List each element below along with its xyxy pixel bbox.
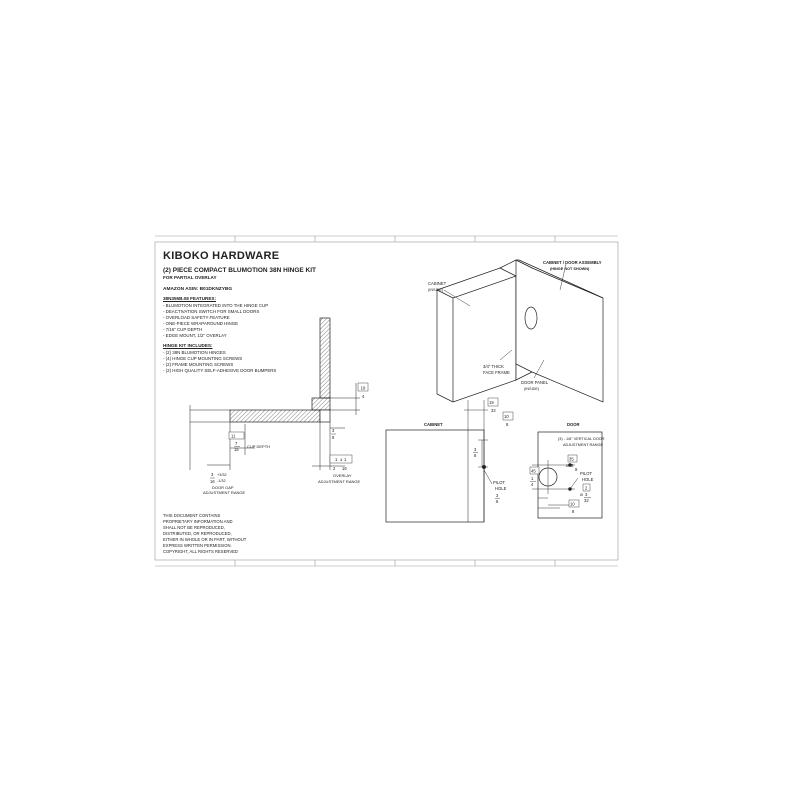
door-edge-section: [320, 410, 330, 422]
assembly-subtitle: (HINGE NOT SHOWN): [550, 267, 590, 271]
dim-overlay: 1: [335, 457, 338, 462]
cabinet-dim-10-den: 8: [506, 422, 509, 427]
assembly-title: CABINET / DOOR ASSEMBLY: [543, 260, 602, 265]
cabinet-dim-10: 10: [504, 414, 509, 419]
door-pilot-diameter: Ø: [580, 493, 583, 497]
face-frame-section: [320, 318, 330, 398]
door-dim-10: 10: [570, 501, 575, 507]
disclaimer-line: THIS DOCUMENT CONTAINS: [163, 513, 221, 518]
door-dim-35-diameter: Ø: [566, 464, 569, 468]
cabinet-dim-19: 19: [489, 400, 494, 405]
hinge-section-view: [190, 318, 368, 495]
cabinet-door-assembly-view: [437, 260, 603, 402]
cabinet-side-section: [312, 398, 330, 410]
cabinet-pilot-dim: 3: [496, 493, 499, 498]
door-pilot-sub: HOLE: [582, 477, 594, 482]
feature-item: - EDGE MOUNT, 1/2" OVERLAY: [163, 333, 227, 338]
kit-subtitle: FOR PARTIAL OVERLAY: [163, 275, 217, 280]
dim-19-fraction-den: 4: [362, 394, 365, 399]
cabinet-panel: [437, 268, 516, 402]
disclaimer-line: EXPRESS WRITTEN PERMISSION.: [163, 543, 232, 548]
feature-item: - DEACTIVATION SWITCH FOR SMALL DOORS: [163, 309, 260, 314]
brand-title: KIBOKO HARDWARE: [163, 250, 280, 262]
cabinet-dim-3-den: 8: [474, 453, 477, 458]
disclaimer-line: DISTRIBUTED, OR REPRODUCED,: [163, 531, 232, 536]
door-gap-range-label: ADJUSTMENT RANGE: [203, 490, 246, 495]
cabinet-pilot-dim-den: 8: [496, 499, 499, 504]
door-pilot-dim: 3: [585, 492, 588, 497]
feature-item: - ONE-PIECE WRAPAROUND HINGE: [163, 321, 239, 326]
door-pilot-dim-den: 32: [584, 498, 589, 503]
door-panel-label: DOOR PANEL: [521, 380, 549, 385]
door-dim-10-den: 8: [572, 509, 575, 514]
door-pilot-label: PILOT: [580, 471, 593, 476]
kit-title: (2) PIECE COMPACT BLUMOTION 38N HINGE KIT: [163, 267, 316, 274]
feature-item: - OVERLOAD SAFETY FEATURE: [163, 315, 230, 320]
overlay-range-label: ADJUSTMENT RANGE: [318, 479, 361, 484]
overlay-label: OVERLAY: [333, 473, 352, 478]
door-panel-sub-label: (INSIDE): [524, 387, 540, 391]
cabinet-pilot-sub: HOLE: [495, 486, 507, 491]
dim-door-gap-minus: -1/32: [217, 479, 226, 483]
door-view-title: DOOR: [567, 422, 580, 427]
dim-overlay-tol-den: 16: [342, 466, 347, 471]
door-dim-35: 35: [569, 456, 574, 462]
dim-overlay-tol: 1: [344, 457, 347, 462]
kit-includes-heading: HINGE KIT INCLUDES:: [163, 343, 213, 348]
hinge-cup-hole: [525, 307, 537, 329]
door-gap-label: DOOR GAP: [212, 485, 234, 490]
dim-3: 3: [332, 428, 335, 433]
dim-cup-depth-den: 16: [234, 447, 239, 452]
features-heading: 38N355B.08 FEATURES:: [163, 296, 217, 301]
dim-11: 11: [231, 433, 236, 439]
dim-3-den: 8: [332, 435, 335, 440]
dim-door-gap-den: 16: [210, 479, 215, 484]
cabinet-dim-3: 3: [474, 447, 477, 452]
face-frame-label: 3/4" THICK: [483, 364, 504, 369]
kit-item: - (2) HIGH QUALITY SELF-ADHESIVE DOOR BUMPERS: [163, 368, 277, 373]
disclaimer-line: COPYRIGHT, ALL RIGHTS RESERVED: [163, 549, 238, 554]
dim-door-gap: 3: [211, 472, 214, 477]
door-dim-3-den: 8: [575, 467, 578, 472]
door-dim-45: 45: [531, 468, 536, 474]
feature-item: - 7/16" CUP DEPTH: [163, 327, 203, 332]
dim-overlay-den: 2: [333, 466, 336, 471]
cabinet-dim-19-den: 32: [491, 408, 496, 413]
door-vertical-note: (3) - 1/8" VERTICAL DOOR: [558, 437, 605, 441]
feature-item: - BLUMOTION INTEGRATED INTO THE HINGE CUP: [163, 303, 269, 308]
dim-overlay-pm: ±: [340, 457, 343, 462]
disclaimer-line: PROPRIETARY INFORMATION AND: [163, 519, 233, 524]
cup-depth-label: CUP DEPTH: [247, 444, 271, 449]
cabinet-view-title: CABINET: [424, 422, 443, 427]
kit-item: - (4) HINGE CUP MOUNTING SCREWS: [163, 356, 243, 361]
disclaimer-line: EITHER IN WHOLE OR IN PART, WITHOUT: [163, 537, 247, 542]
door-dim-1: 1: [531, 476, 534, 481]
cabinet-front-rect: [386, 430, 484, 522]
dim-19: 19: [360, 385, 366, 391]
door-dim-2: 2: [585, 485, 588, 491]
door-dim-1-den: 4: [531, 482, 534, 487]
cabinet-sub-label: (INSIDE): [428, 288, 444, 292]
disclaimer-line: SHALL NOT BE REPRODUCED,: [163, 525, 225, 530]
cabinet-pilot-label: PILOT: [493, 480, 506, 485]
amazon-asin: AMAZON ASIN: B01DKNZYBG: [163, 287, 233, 292]
dim-cup-depth: 7: [235, 441, 238, 446]
door-dim-3: 3: [571, 463, 574, 468]
kit-item: - (2) 38N BLUMOTION HINGES: [163, 350, 226, 355]
cabinet-front-view: [386, 400, 492, 522]
door-vertical-note-sub: ADJUSTMENT RANGE: [563, 443, 604, 447]
dim-door-gap-plus: +3/32: [217, 473, 227, 477]
kit-item: - (2) FRAME MOUNTING SCREWS: [163, 362, 234, 367]
cabinet-label: CABINET: [428, 281, 447, 286]
door-panel-section: [230, 410, 320, 422]
face-frame-sub-label: FACE FRAME: [483, 370, 510, 375]
